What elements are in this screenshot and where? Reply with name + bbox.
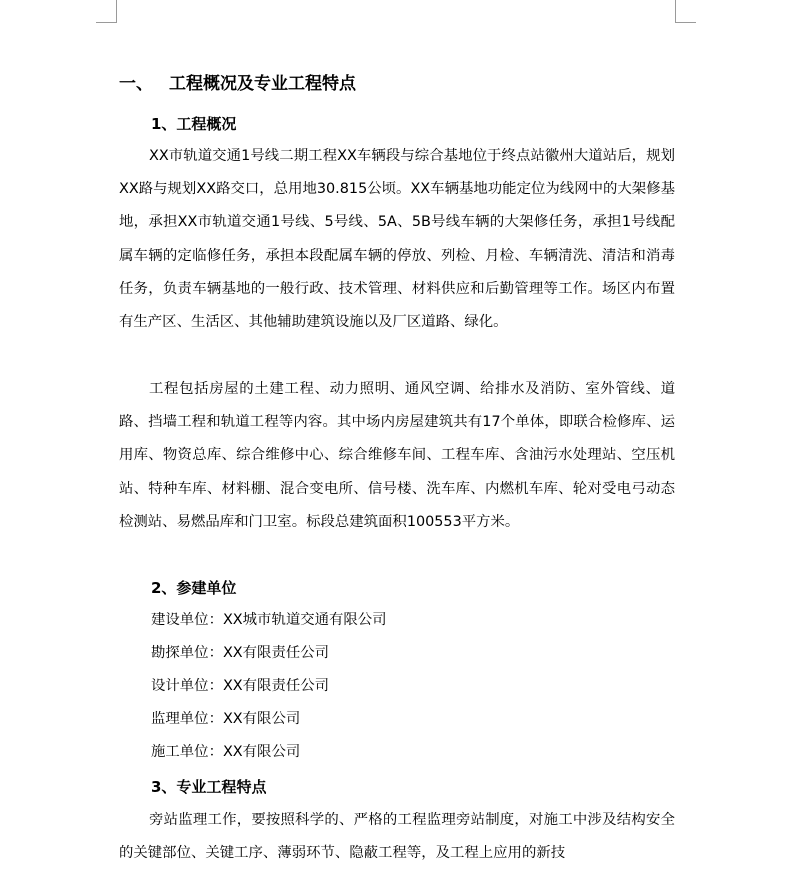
specialty-paragraph: 旁站监理工作，要按照科学的、严格的工程监理旁站制度，对施工中涉及结构安全的关键部位、关键工序、薄弱环节、隐蔽工程等，及工程上应用的新技	[119, 812, 675, 862]
chapter-number: 一、	[119, 74, 153, 94]
overview-paragraph-2: 工程包括房屋的土建工程、动力照明、通风空调、给排水及消防、室外管线、道路、挡墙工程和轨道工程等内容。其中场内房屋建筑共有17个单体，即联合检修库、运用库、物资总库、综合维修中心、综合维修车间、工程车库、含油污水处理站、空压机站、特种车库、材料棚、混合变电所、信号楼、洗车库、内燃机车库、轮对受电弓动态检测站、易燃品库和门卫室。标段总建筑面积100553平方米。	[119, 381, 675, 530]
section-heading-specialty: 3、专业工程特点	[151, 778, 267, 796]
participant-line: 勘探单位：XX有限责任公司	[151, 645, 330, 661]
participant-line: 设计单位：XX有限责任公司	[151, 678, 330, 694]
chapter-heading	[119, 68, 356, 100]
section-heading-participants: 2、参建单位	[151, 579, 237, 597]
margin-corner-top-right	[675, 0, 696, 23]
participant-line: 监理单位：XX有限公司	[151, 711, 301, 727]
section-heading-overview: 1、工程概况	[151, 115, 237, 133]
overview-paragraph-1: XX市轨道交通1号线二期工程XX车辆段与综合基地位于终点站徽州大道站后，规划XX路与规划XX路交口，总用地30.815公顷。XX车辆基地功能定位为线网中的大架修基地，承担XX市轨道交通1号线、5号线、5A、5B号线车辆的大架修任务，承担1号线配属车辆的定临修任务，承担本段配属车辆的停放、列检、月检、车辆清洗、清洁和消毒任务，负责车辆基地的一般行政、技术管理、材料供应和后勤管理等工作。场区内布置有生产区、生活区、其他辅助建筑设施以及厂区道路、绿化。	[119, 148, 675, 331]
participant-line: 建设单位：XX城市轨道交通有限公司	[151, 612, 387, 628]
participant-line: 施工单位：XX有限公司	[151, 744, 301, 760]
chapter-title: 工程概况及专业工程特点	[169, 74, 356, 94]
margin-corner-top-left	[96, 0, 117, 23]
